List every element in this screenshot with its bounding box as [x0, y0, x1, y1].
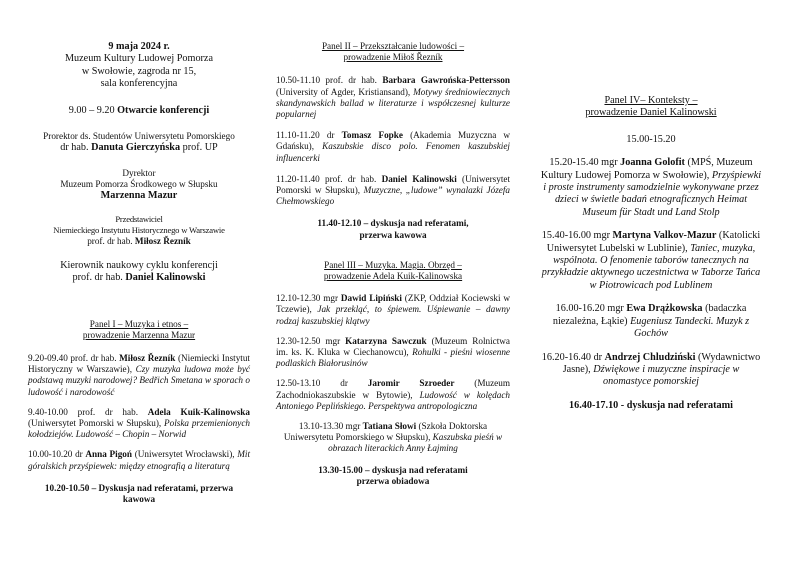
conference-date: 9 maja 2024 r. — [108, 41, 170, 52]
talk-entry — [276, 336, 510, 370]
prorector-name: Danuta Gierczyńska — [91, 142, 181, 154]
talk-entry — [276, 130, 510, 164]
speaker-name: Tomasz Fopke — [341, 130, 403, 141]
talk-entry — [276, 174, 510, 208]
representative-block — [28, 214, 250, 246]
talk-title: Jak przekląć, to śpiewem. Uśpiewanie – dawny rodzaj kaszubskiej klątwy — [276, 304, 510, 326]
date-venue-block — [28, 41, 250, 91]
panel-3-heading — [276, 260, 510, 282]
speaker-name: Daniel Kalinowski — [381, 173, 457, 184]
talk-title: Taniec, muzyka, wspólnota. O fenomenie taborów tanecznych na przykładzie aktywnego uczestnictwa w Taborze Tańca w Piotrowicach pod Lublinem — [541, 242, 761, 291]
head-role: Kierownik naukowy cyklu konferencji — [60, 259, 218, 271]
talk-entry — [276, 75, 510, 120]
talk-time: 10.00-10.20 dr — [28, 449, 83, 460]
discussion-break-3 — [540, 400, 762, 412]
talk-time: 11.10-11.20 dr — [276, 130, 335, 141]
speaker-affiliation: (Akademia Muzyczna w Gdańsku), — [276, 130, 511, 152]
column-3 — [540, 0, 762, 412]
talk-entry — [276, 421, 510, 455]
speaker-name: Katarzyna Sawczuk — [345, 335, 427, 346]
venue-line-3: sala konferencyjna — [100, 78, 178, 90]
panel-3-title: Panel III – Muzyka. Magia. Obrzęd – — [324, 259, 462, 270]
panel-2-title: Panel II – Przekształcanie ludowości – — [321, 41, 465, 51]
prorector-suffix: prof. UP — [182, 142, 218, 154]
speaker-name: Adela Kuik-Kalinowska — [147, 406, 250, 417]
prorector-block — [28, 131, 250, 155]
talk-title: Mit góralskich przyśpiewek: między etnografią a literaturą — [28, 449, 250, 471]
discussion-text: 10.20-10.50 – Dyskusja nad referatami, przerwa kawowa — [44, 482, 234, 505]
panel-1-title: Panel I – Muzyka i etnos – — [89, 318, 189, 329]
representative-prefix: prof. dr hab. — [87, 235, 133, 246]
speaker-affiliation: (Szkoła Doktorska Uniwersytetu Pomorskiego w Słupsku), — [283, 421, 488, 443]
talk-time: 11.20-11.40 prof. dr hab. — [276, 173, 377, 184]
talk-time: 12.50-13.10 dr — [276, 378, 348, 389]
talk-entry — [540, 230, 762, 292]
talk-entry — [276, 293, 510, 327]
talk-title: Eugeniusz Tandecki. Muzyk z Gochów — [630, 315, 750, 340]
talk-entry — [28, 407, 250, 441]
speaker-name: Dawid Lipiński — [340, 293, 402, 304]
talk-time: 12.10-12.30 mgr — [276, 293, 339, 304]
talk-entry — [276, 378, 510, 412]
talk-time: 15.20-15.40 mgr — [549, 157, 618, 169]
talk-title: Ludowość w kolędach Antoniego Peplińskiego. Perspektywa antropologiczna — [276, 389, 510, 411]
speaker-affiliation: (Uniwersytet Pomorski w Słupsku), — [28, 418, 165, 429]
speaker-affiliation: (Wydawnictwo Jasne), — [562, 351, 761, 375]
panel-4-title: Panel IV– Konteksty – — [604, 95, 698, 106]
director-name: Marzenna Mazur — [100, 190, 178, 202]
prorector-prefix: dr hab. — [60, 142, 89, 154]
talk-entry — [28, 353, 250, 398]
talk-title: Polska przemienionych kołodziejów. Ludowość – Chopin – Norwid — [28, 418, 250, 440]
speaker-name: Barbara Gawrońska-Pettersson — [382, 75, 510, 86]
panel-2-heading — [276, 41, 510, 63]
director-block — [28, 168, 250, 203]
panel-3-chair: prowadzenie Adela Kuik-Kalinowska — [323, 271, 463, 282]
talk-title: Rohulki - pieśni wiosenne podlaskich Białorusinów — [276, 347, 510, 369]
representative-name: Miłosz Řezník — [134, 235, 191, 246]
head-name: Daniel Kalinowski — [125, 272, 206, 284]
talk-time: 10.50-11.10 prof. dr hab. — [276, 75, 377, 86]
discussion-text: 11.40-12.10 – dyskusja nad referatami, — [317, 218, 469, 229]
director-museum: Muzeum Pomorza Środkowego w Słupsku — [60, 178, 218, 189]
opening-time: 9.00 – 9.20 — [68, 104, 115, 116]
panel-4-heading — [540, 95, 762, 120]
talk-entry — [28, 449, 250, 471]
discussion-text: 16.40-17.10 - dyskusja nad referatami — [569, 399, 733, 411]
venue-line-1: Muzeum Kultury Ludowej Pomorza — [65, 53, 213, 65]
discussion-break — [28, 483, 250, 505]
talk-title: Muzyczne, „ludowe” wynalazki Józefa Chełmowskiego — [276, 185, 510, 207]
panel-1-heading — [28, 319, 250, 341]
talk-entry — [540, 157, 762, 219]
speaker-affiliation: (MPŚ, Muzeum Kultury Ludowej Pomorza w Swołowie), — [540, 157, 753, 181]
head-block — [28, 260, 250, 285]
representative-institute: Niemieckiego Instytutu Historycznego w Warszawie — [53, 225, 225, 236]
talk-time: 16.00-16.20 mgr — [555, 303, 624, 315]
talk-time: 13.10-13.30 mgr — [298, 421, 361, 432]
head-prefix: prof. dr hab. — [72, 272, 123, 284]
discussion-text: przerwa kawowa — [359, 229, 427, 240]
speaker-affiliation: (Muzeum Rolnictwa im. ks. K. Kluka w Ciechanowcu), — [276, 335, 511, 358]
talk-title: Czy muzyka ludowa może być podstawą muzyki narodowej? Bedřich Smetana w sporach o ludowość i narodowość — [28, 364, 250, 397]
column-1 — [28, 0, 250, 505]
speaker-affiliation: (ZKP, Oddział Kociewski w Tczewie), — [276, 293, 511, 315]
speaker-affiliation: (Niemiecki Instytut Historyczny w Warszawie), — [28, 353, 250, 375]
talk-time: 15.40-16.00 mgr — [541, 230, 610, 242]
director-role: Dyrektor — [122, 167, 156, 178]
talk-time: 9.20-09.40 prof. dr hab. — [28, 353, 117, 364]
talk-entry — [540, 303, 762, 340]
opening-line — [28, 105, 250, 117]
prorector-role: Prorektor ds. Studentów Uniwersytetu Pomorskiego — [43, 131, 235, 142]
speaker-affiliation: (Muzeum Zachodniokaszubskie w Bytowie), — [276, 378, 510, 400]
speaker-name: Miłosz Řezník — [119, 353, 176, 364]
speaker-name: Andrzej Chludziński — [604, 351, 696, 363]
speaker-name: Tatiana Słowi — [362, 421, 417, 432]
speaker-affiliation: (University of Agder, Kristiansand), — [276, 86, 414, 97]
speaker-name: Ewa Drążkowska — [626, 303, 703, 315]
panel-2-chair: prowadzenie Miłoš Řezník — [343, 52, 443, 63]
speaker-name: Anna Pigoń — [85, 449, 133, 460]
talk-time: 16.20-16.40 dr — [541, 351, 603, 363]
speaker-name: Martyna Valkov-Mazur — [612, 230, 717, 242]
talk-title: Kaszubska pieśń w obrazach literackich Anny Łajming — [328, 432, 503, 454]
time-block: 15.00-15.20 — [626, 133, 676, 145]
talk-title: Dźwiękowe i muzyczne inspiracje w onomastyce pomorskiej — [593, 363, 740, 388]
panel-4-chair: prowadzenie Daniel Kalinowski — [585, 107, 717, 119]
opening-label: Otwarcie konferencji — [117, 104, 210, 116]
speaker-affiliation: (Uniwersytet Pomorski w Słupsku), — [276, 173, 511, 196]
venue-line-2: w Swołowie, zagroda nr 15, — [81, 65, 197, 77]
speaker-name: Jaromir Szroeder — [367, 378, 455, 389]
speaker-affiliation: (Uniwersytet Wrocławski), — [132, 449, 238, 460]
representative-role: Przedstawiciel — [115, 214, 163, 225]
talk-time: 12.30-12.50 mgr — [276, 335, 341, 346]
discussion-break-2 — [276, 465, 510, 487]
panel-1-chair: prowadzenie Marzenna Mazur — [82, 329, 196, 340]
speaker-affiliation: (Katolicki Uniwersytet Lubelski w Lublinie), — [546, 230, 761, 254]
speaker-affiliation: (badaczka niezależna, Łąkie) — [552, 303, 747, 327]
discussion-text: przerwa obiadowa — [356, 475, 430, 486]
discussion-break-1 — [276, 218, 510, 240]
column-2 — [276, 0, 510, 487]
discussion-text: 13.30-15.00 – dyskusja nad referatami — [318, 464, 468, 475]
talk-time: 9.40-10.00 prof. dr hab. — [28, 406, 138, 417]
talk-title: Motywy średniowiecznych skandynawskich ballad w literaturze i współczesnej kulturze popularnej — [276, 86, 510, 120]
talk-title: Kaszubskie disco polo. Fenomen kaszubskiej influencerki — [276, 141, 510, 163]
talk-entry — [540, 352, 762, 389]
speaker-name: Joanna Golofit — [620, 157, 685, 169]
talk-title: Przyśpiewki i proste instrumenty samodzielnie wykonywane przez dzieci w świetle badań etnograficznych Heimat Museum für Stadt und Land Stolp — [543, 169, 762, 218]
